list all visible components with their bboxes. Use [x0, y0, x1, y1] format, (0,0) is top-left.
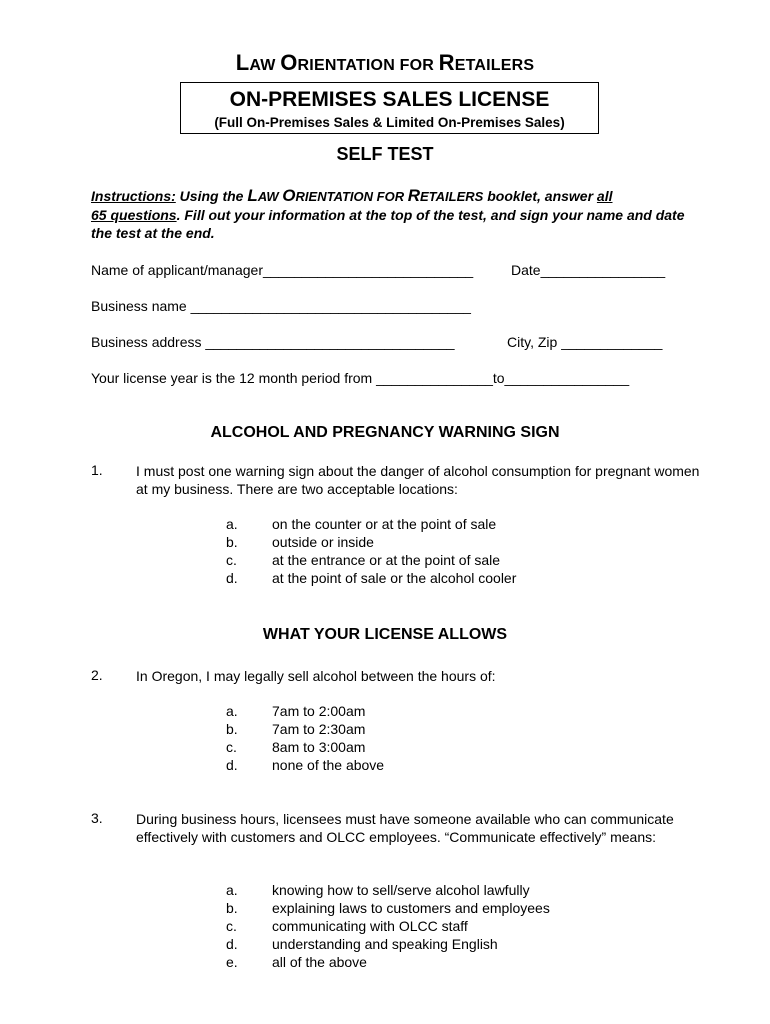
answer-option[interactable]: a. 7am to 2:00am: [226, 703, 366, 719]
answer-option[interactable]: b. 7am to 2:30am: [226, 721, 366, 737]
license-title: ON-PREMISES SALES LICENSE: [229, 88, 550, 111]
license-subtitle: (Full On-Premises Sales & Limited On-Premises Sales): [214, 115, 565, 130]
answer-options: [226, 702, 384, 774]
section-heading-warning-sign: ALCOHOL AND PREGNANCY WARNING SIGN: [210, 424, 560, 441]
answer-options: [226, 881, 550, 971]
answer-options: [226, 515, 516, 587]
applicant-name-field[interactable]: Name of applicant/manager___________________________: [91, 262, 474, 278]
self-test-heading: SELF TEST: [336, 144, 434, 164]
question-number: 3.: [91, 810, 103, 826]
license-year-field[interactable]: Your license year is the 12 month period from _______________to________________: [91, 370, 630, 386]
answer-option[interactable]: c. communicating with OLCC staff: [226, 918, 468, 934]
question-text: During business hours, licensees must have someone available who can communicate effectively with customers and OLCC employees. “Communicate effectively” means:: [136, 811, 674, 845]
business-name-field[interactable]: Business name ____________________________________: [91, 298, 471, 314]
instructions: Instructions: Using the LAW ORIENTATION FOR RETAILERS booklet, answer all 65 questions. Fill out your information at the top of the test, and sign your name and date the test at the end.: [91, 186, 685, 241]
date-field[interactable]: Date________________: [511, 262, 666, 278]
question-text: In Oregon, I may legally sell alcohol between the hours of:: [136, 668, 496, 684]
question-text: I must post one warning sign about the danger of alcohol consumption for pregnant women at my business. There are two acceptable locations:: [136, 463, 700, 497]
answer-option[interactable]: e. all of the above: [226, 954, 367, 970]
section-heading-license-allows: WHAT YOUR LICENSE ALLOWS: [262, 626, 508, 643]
answer-option[interactable]: d. none of the above: [226, 757, 385, 773]
answer-option[interactable]: b. outside or inside: [226, 534, 374, 550]
answer-option[interactable]: c. 8am to 3:00am: [226, 739, 366, 755]
license-title-box: [180, 82, 599, 134]
question-number: 1.: [91, 462, 103, 478]
question-number: 2.: [91, 667, 103, 683]
answer-option[interactable]: a. knowing how to sell/serve alcohol lawfully: [226, 882, 530, 898]
answer-option[interactable]: d. understanding and speaking English: [226, 936, 498, 952]
answer-option[interactable]: b. explaining laws to customers and employees: [226, 900, 550, 916]
document-title: LAW ORIENTATION FOR RETAILERS: [235, 50, 535, 75]
business-address-field[interactable]: Business address ________________________________: [91, 334, 455, 350]
answer-option[interactable]: a. on the counter or at the point of sale: [226, 516, 497, 532]
answer-option[interactable]: c. at the entrance or at the point of sale: [226, 552, 501, 568]
answer-option[interactable]: d. at the point of sale or the alcohol cooler: [226, 570, 517, 586]
city-zip-field[interactable]: City, Zip _____________: [507, 334, 663, 350]
